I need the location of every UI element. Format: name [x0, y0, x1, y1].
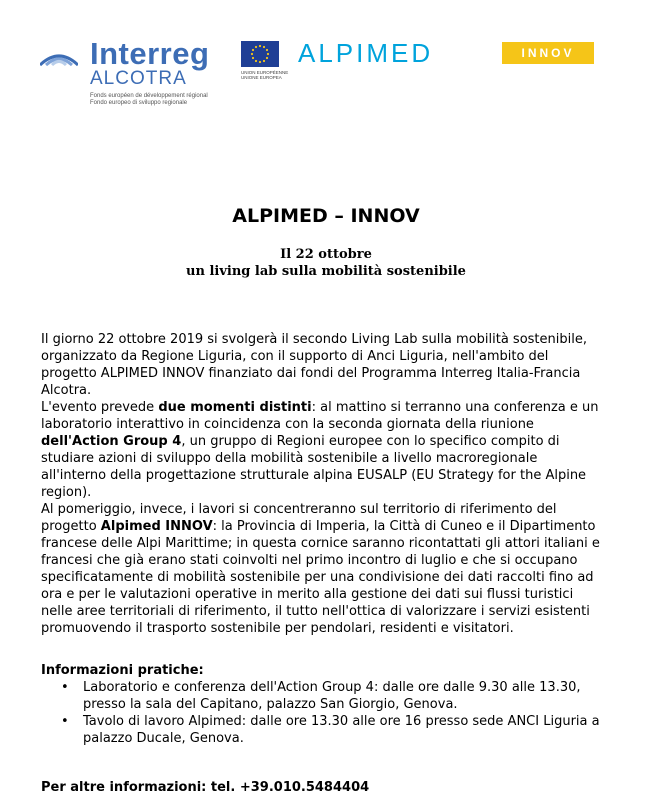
p2-emphasis: dell'Action Group 4 [41, 434, 182, 449]
subtitle-line-2: un living lab sulla mobilità sostenibile [186, 264, 466, 279]
subtitle [0, 246, 652, 280]
p3-emphasis: Alpimed INNOV [100, 519, 213, 534]
p2-emphasis: due momenti distinti [158, 400, 312, 415]
p3-text: Al pomeriggio, invece, i lavori si concentreranno sul territorio di riferimento del progetto [41, 502, 557, 534]
paragraph-2 [41, 399, 601, 501]
article-body [41, 331, 601, 637]
list-item-text: Tavolo di lavoro Alpimed: dalle ore 13.30 alle ore 16 presso sede ANCI Liguria a palazzo Ducale, Genova. [83, 714, 600, 746]
alpimed-logo-text: ALPIMED [298, 38, 434, 68]
subtitle-line-1: Il 22 ottobre [280, 247, 372, 262]
interreg-mountain-logo [40, 45, 78, 67]
eu-flag-icon [241, 41, 279, 67]
innov-logo-badge: INNOV [502, 42, 594, 64]
bullet-icon: • [61, 714, 69, 729]
header-logos [0, 0, 652, 120]
alcotra-logo-text: ALCOTRA [90, 68, 187, 89]
info-heading: Informazioni pratiche: [41, 663, 204, 678]
contact-info: Per altre informazioni: tel. +39.010.5484404 [41, 780, 370, 795]
fonds-fr-text: Fonds européen de développement régional [90, 93, 208, 99]
list-item [41, 679, 601, 713]
interreg-logo-text: Interreg [90, 36, 210, 71]
p2-text: L'evento prevede [41, 400, 159, 415]
bullet-icon: • [61, 680, 69, 695]
eu-label: UNION EUROPÉENNE UNIONE EUROPEA [241, 70, 289, 80]
paragraph-3 [41, 501, 601, 637]
p2-text: , un gruppo di Regioni europee con lo specifico compito di studiare azioni di sviluppo della mobilità sostenibile a livello macroregionale all'interno della progettazione strutturale alpina EUSALP (EU Strategy for the Alpine region). [41, 434, 587, 500]
list-item [41, 713, 601, 747]
p3-text: : la Provincia di Imperia, la Città di Cuneo e il Dipartimento francese delle Alpi Marittime; in questa cornice saranno ricontattati gli attori italiani e francesi che già erano stati coinvolti nel primo incontro di luglio e che si occupano specificatamente di mobilità sostenibile per una condivisione dei dati raccolti fino ad ora e per le valutazioni operative in merito alla gestione dei dati sui flussi turistici nelle aree territoriali di riferimento, il tutto nell'ottica di valorizzare i servizi esistenti promuovendo il trasporto sostenibile per pendolari, residenti e visitatori. [41, 519, 600, 636]
practical-info [41, 662, 601, 747]
p2-text: : al mattino si terranno una conferenza e un laboratorio interattivo in coincidenza con la seconda giornata della riunione [41, 400, 599, 432]
paragraph-1: Il giorno 22 ottobre 2019 si svolgerà il secondo Living Lab sulla mobilità sostenibile, organizzato da Regione Liguria, con il supporto di Anci Liguria, nell'ambito del progetto ALPIMED INNOV finanziato dai fondi del Programma Interreg Italia-Francia Alcotra. [41, 332, 587, 398]
info-list [41, 679, 601, 747]
list-item-text: Laboratorio e conferenza dell'Action Group 4: dalle ore dalle 9.30 alle 13.30, presso la sala del Capitano, palazzo San Giorgio, Genova. [83, 680, 581, 712]
fonds-it-text: Fondo europeo di sviluppo regionale [90, 100, 188, 106]
page-title: ALPIMED – INNOV [232, 205, 420, 227]
